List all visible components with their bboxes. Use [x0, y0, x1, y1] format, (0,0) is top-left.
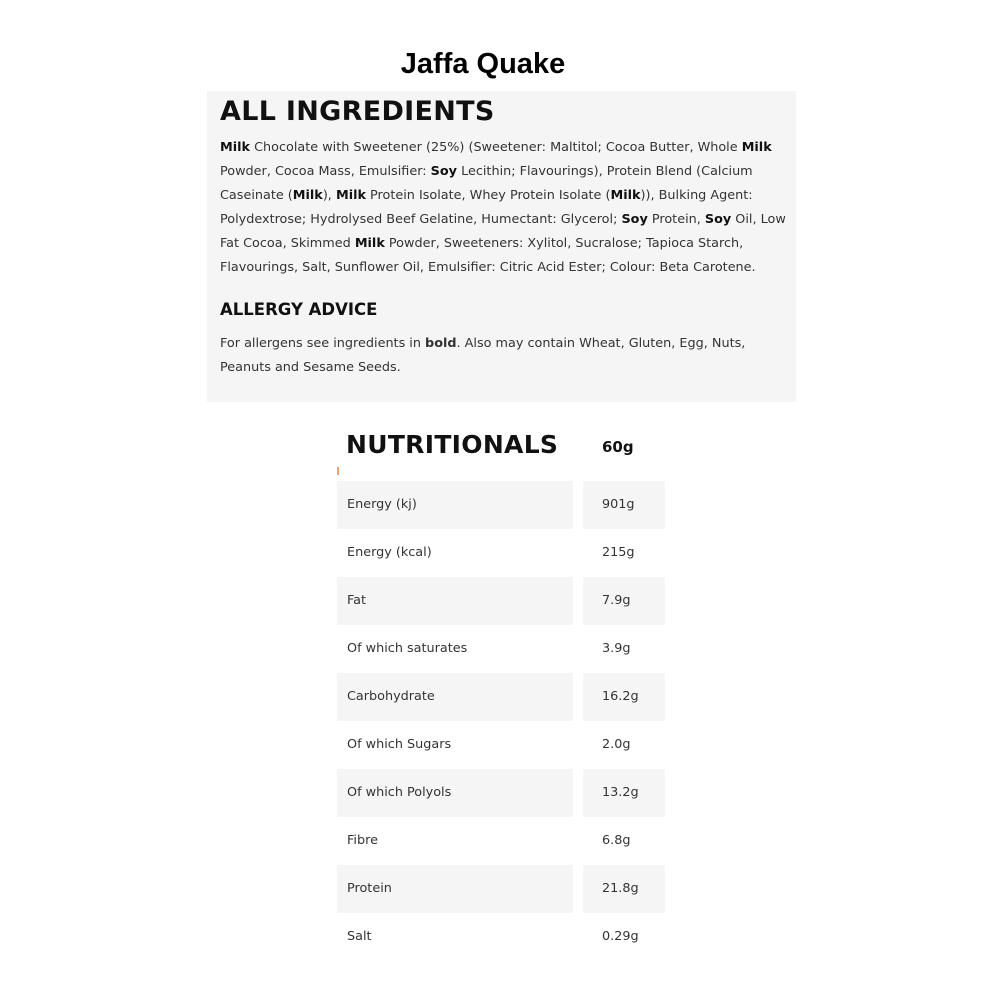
allergen-term: Milk [354, 236, 385, 251]
nutrition-row [337, 769, 665, 817]
allergen-term: Milk [335, 188, 366, 203]
allergen-term: Milk [292, 188, 323, 203]
allergy-text [220, 332, 790, 380]
nutrient-label: Fat [337, 577, 573, 625]
nutrient-value: 21.8g [583, 865, 665, 913]
serving-size: 60g [602, 438, 634, 456]
nutrition-row [337, 913, 665, 961]
nutrition-row [337, 721, 665, 769]
text-segment: ), [322, 188, 336, 203]
allergen-term: bold [425, 336, 457, 351]
nutrition-row [337, 625, 665, 673]
nutrient-value: 2.0g [602, 737, 631, 752]
allergen-term: Soy [704, 212, 732, 227]
allergen-term: Milk [610, 188, 641, 203]
nutrition-row [337, 481, 665, 529]
nutrient-value: 0.29g [602, 929, 639, 944]
ingredients-heading: ALL INGREDIENTS [220, 96, 495, 127]
nutrient-value: 16.2g [583, 673, 665, 721]
text-segment: Powder, Cocoa Mass, Emulsifier: [220, 164, 431, 179]
text-segment: )), Bulking Agent: Polydextrose; Hydrolysed Beef Gelatine, Humectant: Glycerol; [220, 188, 753, 227]
product-title: Jaffa Quake [400, 48, 566, 80]
text-segment: Chocolate with Sweetener (25%) (Sweetener: Maltitol; Cocoa Butter, Whole [250, 140, 742, 155]
nutrient-value: 6.8g [602, 833, 631, 848]
nutrition-row [337, 529, 665, 577]
nutrient-label: Energy (kj) [337, 481, 573, 529]
allergy-heading: ALLERGY ADVICE [220, 300, 378, 319]
accent-mark [337, 467, 339, 475]
nutrient-label: Of which saturates [347, 641, 468, 656]
nutrient-label: Of which Polyols [337, 769, 573, 817]
nutrient-label: Carbohydrate [337, 673, 573, 721]
allergen-term: Milk [220, 140, 251, 155]
nutrient-label: Energy (kcal) [347, 545, 432, 560]
allergen-term: Milk [741, 140, 772, 155]
nutrition-row [337, 865, 665, 913]
allergen-term: Soy [430, 164, 457, 179]
nutrient-value: 3.9g [602, 641, 631, 656]
text-segment: Lecithin; Flavourings), Protein Blend (Calcium Caseinate ( [220, 164, 753, 203]
nutrition-row [337, 673, 665, 721]
nutrient-value: 215g [602, 545, 635, 560]
nutrient-label: Of which Sugars [347, 737, 452, 752]
nutrient-value: 901g [583, 481, 665, 529]
nutrient-label: Salt [347, 929, 372, 944]
nutrition-table [337, 481, 665, 961]
text-segment: Protein, [647, 212, 705, 227]
allergen-term: Soy [621, 212, 648, 227]
nutrition-row [337, 817, 665, 865]
text-segment: For allergens see ingredients in [220, 336, 426, 351]
ingredients-text [220, 136, 790, 280]
nutrient-label: Fibre [347, 833, 378, 848]
nutrient-label: Protein [337, 865, 573, 913]
text-segment: Powder, Sweeteners: Xylitol, Sucralose; Tapioca Starch, Flavourings, Salt, Sunflower Oil, Emulsifier: Citric Acid Ester; Colour: Beta Carotene. [220, 236, 756, 275]
nutrition-row [337, 577, 665, 625]
text-segment: . Also may contain Wheat, Gluten, Egg, Nuts, Peanuts and Sesame Seeds. [220, 336, 746, 375]
ingredients-panel [207, 91, 796, 402]
nutritionals-heading: NUTRITIONALS [346, 430, 559, 459]
text-segment: Oil, Low Fat Cocoa, Skimmed [220, 212, 786, 251]
text-segment: Protein Isolate, Whey Protein Isolate ( [365, 188, 611, 203]
nutrient-value: 13.2g [583, 769, 665, 817]
nutrient-value: 7.9g [583, 577, 665, 625]
